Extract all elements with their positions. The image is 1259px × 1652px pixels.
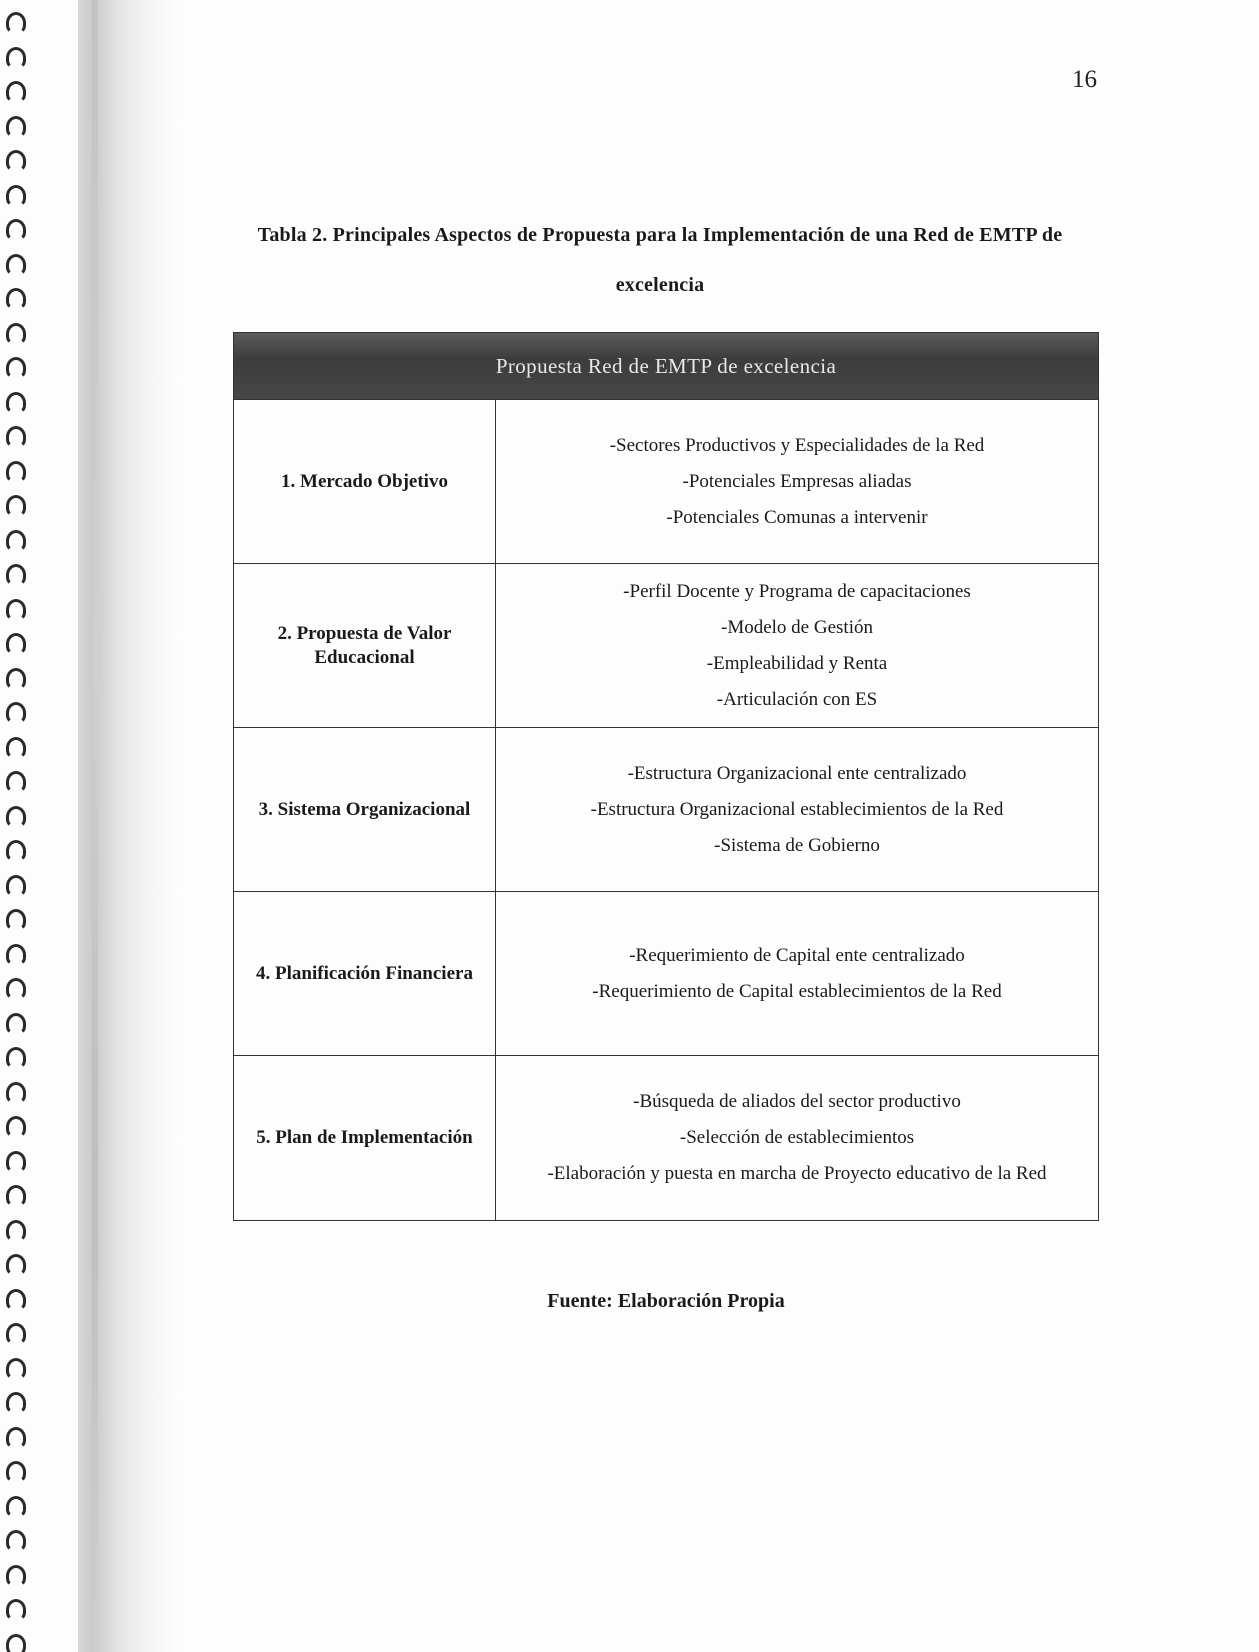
binding-ring	[6, 1116, 26, 1138]
binding-ring	[6, 806, 26, 828]
row-label: 5. Plan de Implementación	[234, 1056, 496, 1220]
proposal-table	[233, 332, 1099, 1221]
row-item: -Potenciales Comunas a intervenir	[666, 506, 928, 528]
table-header: Propuesta Red de EMTP de excelencia	[234, 333, 1098, 400]
binding-ring	[6, 633, 26, 655]
table-row	[234, 564, 1098, 728]
binding-ring	[6, 840, 26, 862]
binding-ring	[6, 1047, 26, 1069]
binding-ring	[6, 495, 26, 517]
binding-ring	[6, 254, 26, 276]
binding-shadow	[78, 0, 178, 1652]
row-item: -Perfil Docente y Programa de capacitaciones	[623, 580, 971, 602]
row-item: -Estructura Organizacional ente centralizado	[627, 762, 967, 784]
spiral-binding	[6, 12, 32, 1652]
binding-ring	[6, 47, 26, 69]
row-label: 3. Sistema Organizacional	[234, 728, 496, 891]
binding-ring	[6, 1634, 26, 1652]
binding-ring	[6, 1392, 26, 1414]
binding-ring	[6, 737, 26, 759]
binding-ring	[6, 12, 26, 34]
binding-ring	[6, 1427, 26, 1449]
binding-ring	[6, 702, 26, 724]
binding-ring	[6, 599, 26, 621]
binding-ring	[6, 81, 26, 103]
table-caption	[220, 210, 1100, 310]
binding-ring	[6, 771, 26, 793]
binding-ring	[6, 1358, 26, 1380]
row-item: -Búsqueda de aliados del sector productivo	[633, 1091, 961, 1112]
table-row	[234, 1056, 1098, 1220]
binding-ring	[6, 288, 26, 310]
table-row	[234, 892, 1098, 1056]
binding-ring	[6, 1323, 26, 1345]
row-item: -Requerimiento de Capital ente centralizado	[629, 944, 965, 966]
row-item: -Sectores Productivos y Especialidades de la Red	[609, 434, 985, 456]
binding-ring	[6, 116, 26, 138]
binding-ring	[6, 875, 26, 897]
row-item: -Requerimiento de Capital establecimientos de la Red	[592, 980, 1002, 1002]
row-item: -Modelo de Gestión	[721, 616, 873, 638]
binding-ring	[6, 426, 26, 448]
binding-ring	[6, 564, 26, 586]
binding-ring	[6, 150, 26, 172]
binding-ring	[6, 1565, 26, 1587]
binding-ring	[6, 392, 26, 414]
row-items	[496, 564, 1098, 727]
row-item: -Estructura Organizacional establecimientos de la Red	[590, 798, 1004, 820]
binding-ring	[6, 1461, 26, 1483]
row-item: -Elaboración y puesta en marcha de Proyecto educativo de la Red	[547, 1163, 1047, 1184]
binding-ring	[6, 530, 26, 552]
binding-ring	[6, 1151, 26, 1173]
caption-line-1: Tabla 2. Principales Aspectos de Propuesta para la Implementación de una Red de EMTP de	[257, 224, 1063, 246]
row-item: -Selección de establecimientos	[679, 1127, 915, 1148]
binding-ring	[6, 1496, 26, 1518]
binding-ring	[6, 1082, 26, 1104]
binding-ring	[6, 1530, 26, 1552]
binding-ring	[6, 978, 26, 1000]
row-items	[496, 728, 1098, 891]
caption-line-2: excelencia	[615, 274, 705, 296]
row-item: -Potenciales Empresas aliadas	[682, 470, 912, 492]
binding-ring	[6, 668, 26, 690]
binding-ring	[6, 1185, 26, 1207]
binding-ring	[6, 219, 26, 241]
binding-ring	[6, 944, 26, 966]
table-row	[234, 400, 1098, 564]
row-items	[496, 1056, 1098, 1220]
page-number: 16	[1072, 66, 1097, 93]
binding-ring	[6, 909, 26, 931]
row-items	[496, 400, 1098, 563]
row-label: 2. Propuesta de Valor Educacional	[234, 564, 496, 727]
binding-ring	[6, 1013, 26, 1035]
row-item: -Articulación con ES	[716, 688, 878, 710]
binding-ring	[6, 1254, 26, 1276]
binding-ring	[6, 1599, 26, 1621]
binding-ring	[6, 357, 26, 379]
binding-ring	[6, 1289, 26, 1311]
row-item: -Empleabilidad y Renta	[706, 652, 888, 674]
binding-ring	[6, 461, 26, 483]
binding-ring	[6, 1220, 26, 1242]
row-label: 1. Mercado Objetivo	[234, 400, 496, 563]
binding-ring	[6, 185, 26, 207]
binding-ring	[6, 323, 26, 345]
row-label: 4. Planificación Financiera	[234, 892, 496, 1055]
table-row	[234, 728, 1098, 892]
row-items	[496, 892, 1098, 1055]
table-source: Fuente: Elaboración Propia	[547, 1290, 785, 1312]
row-item: -Sistema de Gobierno	[714, 834, 880, 856]
